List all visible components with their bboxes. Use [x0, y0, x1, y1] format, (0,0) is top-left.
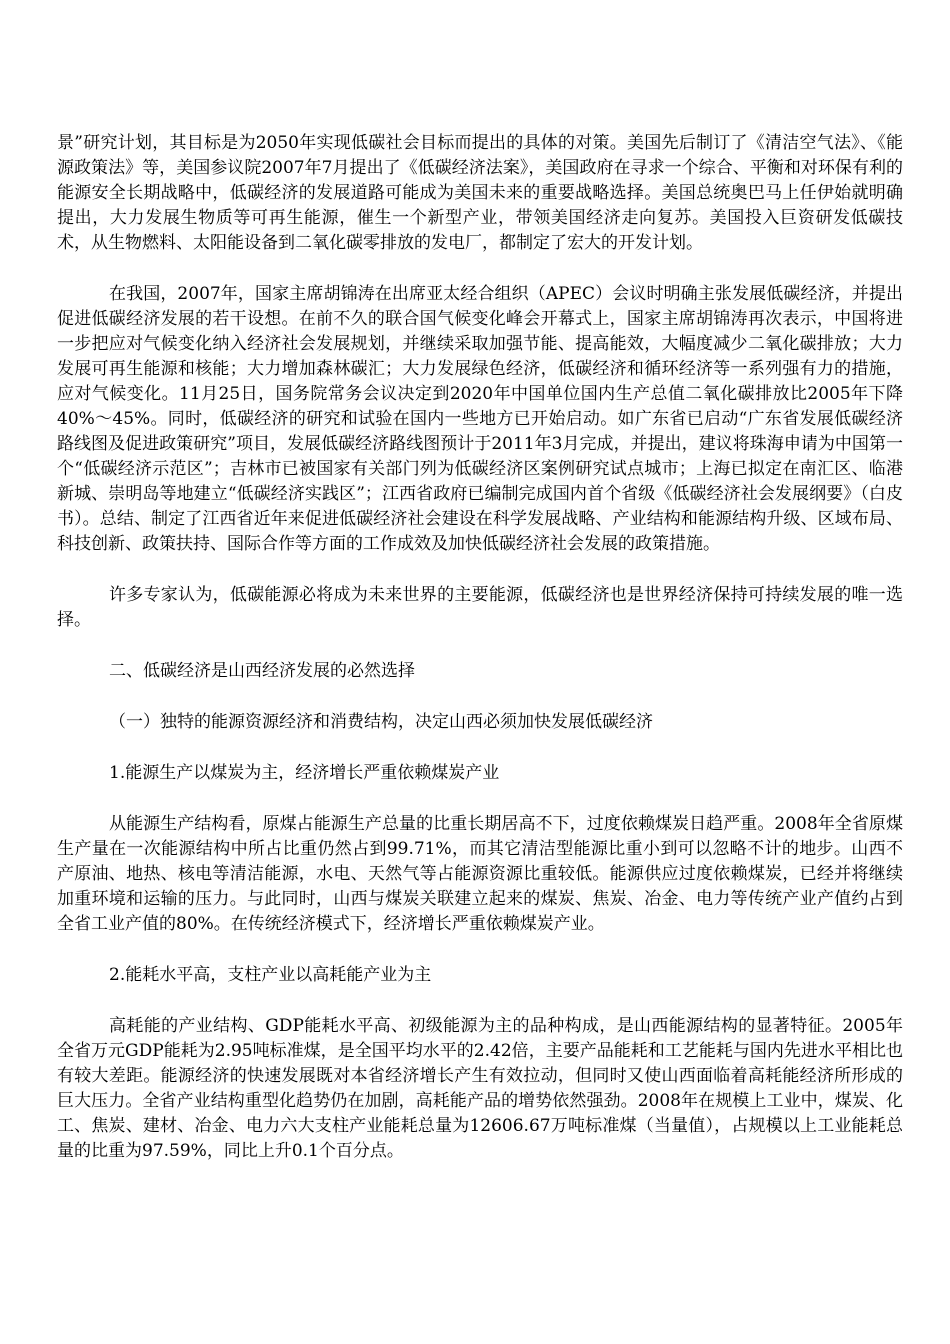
document-body — [57, 131, 903, 1190]
paragraph-expert-opinion: 许多专家认为，低碳能源必将成为未来世界的主要能源，低碳经济也是世界经济保持可持续发展的唯一选择。 — [57, 585, 903, 630]
paragraph-china-low-carbon: 在我国，2007年，国家主席胡锦涛在出席亚太经合组织（APEC）会议时明确主张发展低碳经济，并提出促进低碳经济发展的若干设想。在前不久的联合国气候变化峰会开幕式上，国家主席胡锦涛再次表示，中国将进一步把应对气候变化纳入经济社会发展规划，并继续采取加强节能、提高能效，大幅度减少二氧化碳排放；大力发展可再生能源和核能；大力增加森林碳汇；大力发展绿色经济，低碳经济和循环经济等一系列强有力的措施，应对气候变化。11月25日，国务院常务会议决定到2020年中国单位国内生产总值二氧化碳排放比2005年下降40%～45%。同时，低碳经济的研究和试验在国内一些地方已开始启动。如广东省已启动“广东省发展低碳经济路线图及促进政策研究”项目，发展低碳经济路线图预计于2011年3月完成，并提出，建议将珠海申请为中国第一个“低碳经济示范区”；吉林市已被国家有关部门列为低碳经济区案例研究试点城市；上海已拟定在南汇区、临港新城、崇明岛等地建立“低碳经济实践区”；江西省政府已编制完成国内首个省级《低碳经济社会发展纲要》（白皮书）。总结、制定了江西省近年来促进低碳经济社会建设在科学发展战略、产业结构和能源结构升级、区域布局、科技创新、政策扶持、国际合作等方面的工作成效及加快低碳经济社会发展的政策措施。 — [57, 284, 903, 554]
point-heading-coal-production: 1.能源生产以煤炭为主，经济增长严重依赖煤炭产业 — [109, 763, 500, 783]
section-heading-shanxi: 二、低碳经济是山西经济发展的必然选择 — [109, 661, 415, 681]
subsection-heading-energy-structure: （一）独特的能源资源经济和消费结构，决定山西必须加快发展低碳经济 — [109, 712, 653, 732]
paragraph-energy-consumption: 高耗能的产业结构、GDP能耗水平高、初级能源为主的品种构成，是山西能源结构的显著特征。2005年全省万元GDP能耗为2.95吨标准煤，是全国平均水平的2.42倍，主要产品能耗和工艺能耗与国内先进水平相比也有较大差距。能源经济的快速发展既对本省经济增长产生有效拉动，但同时又使山西面临着高耗能经济所形成的巨大压力。全省产业结构重型化趋势仍在加剧，高耗能产品的增势依然强劲。2008年在规模上工业中，煤炭、化工、焦炭、建材、冶金、电力六大支柱产业能耗总量为12606.67万吨标准煤（当量值），占规模以上工业能耗总量的比重为97.59%，同比上升0.1个百分点。 — [57, 1016, 903, 1161]
paragraph-coal-production: 从能源生产结构看，原煤占能源生产总量的比重长期居高不下，过度依赖煤炭日趋严重。2008年全省原煤生产量在一次能源结构中所占比重仍然占到99.71%，而其它清洁型能源比重小到可以忽略不计的地步。山西不产原油、地热、核电等清洁能源，水电、天然气等占能源资源比重较低。能源供应过度依赖煤炭，已经并将继续加重环境和运输的压力。与此同时，山西与煤炭关联建立起来的煤炭、焦炭、冶金、电力等传统产业产值约占到全省工业产值的80%。在传统经济模式下，经济增长严重依赖煤炭产业。 — [57, 814, 903, 934]
point-heading-energy-consumption: 2.能耗水平高，支柱产业以高耗能产业为主 — [109, 965, 432, 985]
paragraph-us-low-carbon: 景”研究计划，其目标是为2050年实现低碳社会目标而提出的具体的对策。美国先后制订了《清洁空气法》、《能源政策法》等，美国参议院2007年7月提出了《低碳经济法案》，美国政府在寻求一个综合、平衡和对环保有利的能源安全长期战略中，低碳经济的发展道路可能成为美国未来的重要战略选择。美国总统奥巴马上任伊始就明确提出，大力发展生物质等可再生能源，催生一个新型产业，带领美国经济走向复苏。美国投入巨资研发低碳技术，从生物燃料、太阳能设备到二氧化碳零排放的发电厂，都制定了宏大的开发计划。 — [57, 133, 903, 253]
